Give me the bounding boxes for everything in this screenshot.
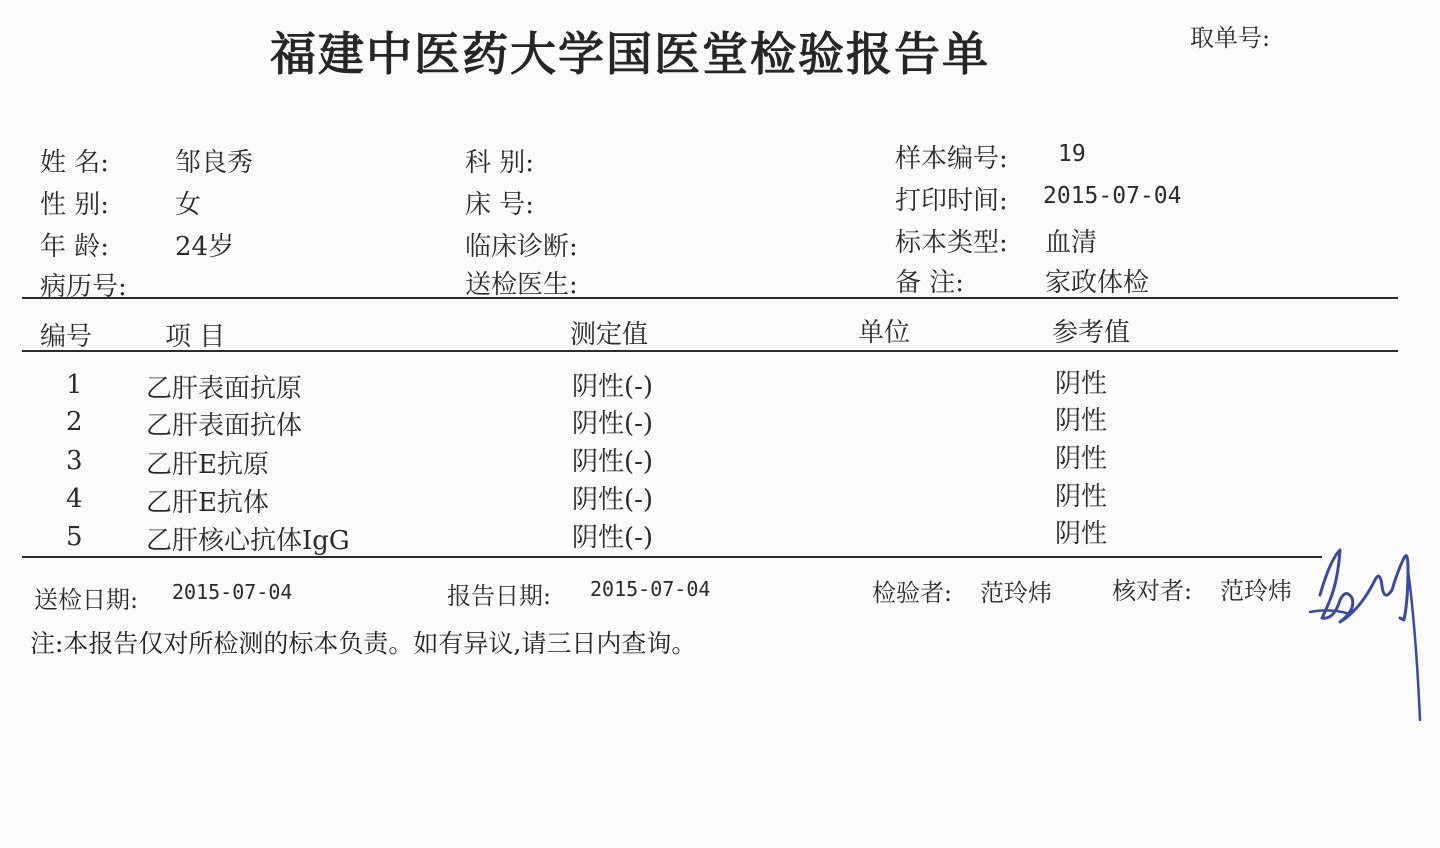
col-header-value: 测定值: [570, 320, 649, 350]
print-time-label: 打印时间:: [895, 186, 1008, 216]
row-ref: 阴性: [1055, 406, 1108, 436]
handwritten-signature: [1300, 540, 1430, 730]
sex-label: 性 别:: [40, 190, 110, 220]
slip-number-label: 取单号:: [1190, 24, 1271, 52]
row-item: 乙肝核心抗体IgG: [146, 526, 350, 556]
row-ref: 阴性: [1055, 519, 1108, 549]
row-no: 4: [66, 484, 83, 514]
sample-number: 19: [1058, 141, 1086, 167]
col-header-unit: 单位: [858, 318, 911, 348]
checker-label: 核对者:: [1112, 577, 1193, 605]
report-date: 2015-07-04: [590, 577, 711, 601]
send-date-label: 送检日期:: [34, 586, 139, 614]
row-item: 乙肝表面抗体: [146, 411, 303, 441]
row-item: 乙肝E抗体: [146, 488, 269, 518]
patient-sex: 女: [175, 190, 202, 220]
age-label: 年 龄:: [40, 232, 110, 262]
remark: 家政体检: [1045, 268, 1150, 298]
row-no: 2: [66, 407, 83, 437]
col-header-ref: 参考值: [1052, 318, 1131, 348]
tester-name: 范玲炜: [980, 579, 1052, 607]
table-top-rule: [22, 297, 1398, 299]
row-value: 阴性(-): [572, 523, 654, 553]
send-date: 2015-07-04: [172, 580, 293, 604]
table-header-rule: [22, 350, 1398, 352]
row-item: 乙肝E抗原: [146, 450, 269, 480]
doctor-label: 送检医生:: [465, 270, 578, 300]
name-label: 姓 名:: [40, 148, 110, 178]
print-time: 2015-07-04: [1043, 183, 1182, 209]
tester-label: 检验者:: [872, 579, 953, 607]
row-no: 3: [66, 446, 83, 476]
table-bottom-rule: [22, 556, 1322, 558]
sample-number-label: 样本编号:: [895, 144, 1008, 174]
disclaimer-note: 注:本报告仅对所检测的标本负责。如有异议,请三日内查询。: [30, 629, 697, 658]
row-no: 1: [66, 370, 83, 400]
department-label: 科 别:: [465, 148, 535, 178]
col-header-no: 编号: [40, 322, 93, 352]
row-no: 5: [66, 522, 83, 552]
sample-type-label: 标本类型:: [895, 228, 1008, 258]
row-value: 阴性(-): [572, 409, 654, 439]
row-value: 阴性(-): [572, 485, 654, 515]
row-ref: 阴性: [1055, 369, 1108, 399]
row-ref: 阴性: [1055, 444, 1108, 474]
col-header-item: 项 目: [165, 322, 226, 352]
diagnosis-label: 临床诊断:: [465, 232, 578, 262]
report-title: 福建中医药大学国医堂检验报告单: [270, 27, 990, 81]
row-value: 阴性(-): [572, 372, 654, 402]
row-ref: 阴性: [1055, 482, 1108, 512]
bed-label: 床 号:: [465, 190, 535, 220]
patient-age: 24岁: [175, 232, 235, 262]
patient-name: 邹良秀: [175, 148, 254, 178]
sample-type: 血清: [1045, 228, 1098, 258]
report-date-label: 报告日期:: [447, 582, 552, 610]
row-item: 乙肝表面抗原: [146, 374, 303, 404]
row-value: 阴性(-): [572, 447, 654, 477]
checker-name: 范玲炜: [1220, 577, 1292, 605]
record-number-label: 病历号:: [40, 272, 127, 302]
remark-label: 备 注:: [895, 268, 965, 298]
